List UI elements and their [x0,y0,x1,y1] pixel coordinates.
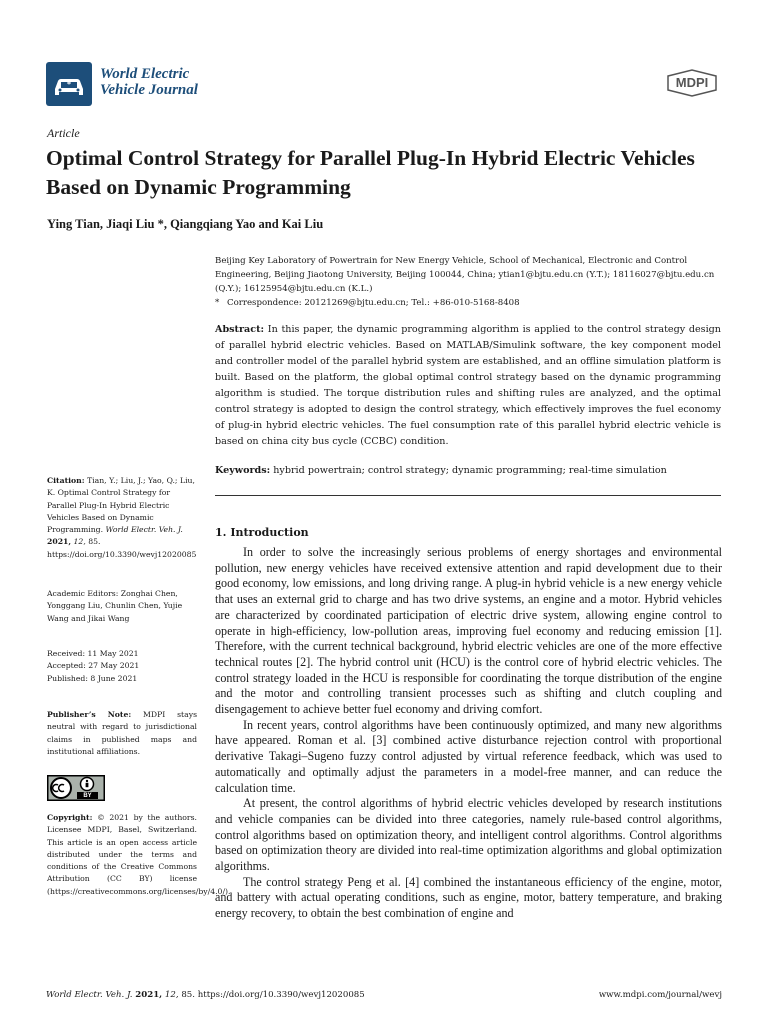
dates-block [47,648,197,685]
divider [215,495,721,496]
paragraph: The control strategy Peng et al. [4] combined the instantaneous efficiency of the engine, motor, and battery with actual operating conditions, such as engine, motor, battery temperature, and braking energy recovery, to obtain the best combination of engine and [215,874,722,921]
received-date: Received: 11 May 2021 [47,649,139,658]
footer-doi[interactable]: 85. https://doi.org/10.3390/wevj12020085 [181,990,365,1000]
abstract-label: Abstract: [215,324,265,335]
publisher-note [47,709,197,758]
copyright-block [47,812,231,898]
accepted-date: Accepted: 27 May 2021 [47,661,140,671]
citation-block [47,475,197,561]
journal-logo [46,62,92,106]
keywords-label: Keywords: [215,465,271,476]
keywords [215,463,721,479]
mdpi-logo [664,68,720,98]
correspondence-line [215,296,721,310]
body-text [215,545,722,922]
correspondence-mark: * [215,298,220,308]
editors-label: Academic Editors: [47,589,119,598]
paragraph: In order to solve the increasingly serious problems of energy shortages and environmental pollution, new energy vehicles have received extensive attention and rapid development due to their good economy, low emissions, and long driving range. A plug-in hybrid vehicle is a new energy vehicle that uses an external grid to charge and has two drive systems, an engine and a motor. Hybrid vehicles are characterized by coordinated participation of electric drive system, allowing engine control to operate in high-efficiency, low-pollution areas, improving fuel economy and reducing emission [1]. Therefore, with the current technical background, hybrid electric vehicles are one of the more effective technical routes [2]. The hybrid control unit (HCU) is the control core of hybrid electric vehicles. The control strategy loaded in the HCU is responsible for coordinating the torque distribution of the engine and the motor and controlling transient processes such as shifting and clutch coupling and disengagement to achieve better fuel economy and driving comfort. [215,545,722,717]
footer-citation [46,990,365,1000]
citation-text: Tian, Y.; Liu, J.; Yao, Q.; Liu, K. Optimal Control Strategy for Parallel Plug-In Hybrid Electric Vehicles Based on Dynamic Programming. [47,476,195,535]
copyright-label: Copyright: [47,813,93,822]
cc-by-badge[interactable] [47,775,105,801]
paragraph: At present, the control algorithms of hybrid electric vehicles developed by research institutions and vehicle companies can be divided into three categories, namely rule-based control algorithms, control algorithms based on optimization theory, and intelligent control algorithms. Control algorithms based on optimization theory are divided into real-time optimization algorithms and global optimization algorithms. [215,796,722,874]
journal-name [100,66,198,98]
footer-year: 2021, [135,990,163,1000]
citation-journal: World Electr. Veh. J. [105,525,183,535]
abstract-text: In this paper, the dynamic programming algorithm is applied to the control strategy design of parallel hybrid electric vehicles. Based on MATLAB/Simulink software, the key component model and controller model of the parallel hybrid system are established, and an offline simulation platform is built. Based on the platform, the global optimal control strategy based on the dynamic programming algorithm is studied. The torque distribution rules and shifting rules are analyzed, and the optimal control strategy is adopted to design the control strategy, which effectively improves the fuel economy of plug-in hybrid electric vehicles. The fuel consumption rate of this parallel hybrid electric vehicle is based on china city bus cycle (CCBC) condition. [215,324,721,447]
journal-name-line1: World Electric [100,66,190,82]
journal-name-line2: Vehicle Journal [100,82,198,98]
cc-by-label: BY [83,792,92,799]
footer-journal: World Electr. Veh. J. [46,990,133,1000]
published-date: Published: 8 June 2021 [47,673,138,683]
footer-volume: 12, [164,990,179,1000]
copyright-text: © 2021 by the authors. Licensee MDPI, Basel, Switzerland. This article is an open access article distributed under the terms and conditions of the Creative Commons Attribution (CC BY) license (https://creativecommons.org/licenses/by/4.0/). [47,813,231,896]
academic-editors [47,588,197,625]
publisher-note-label: Publisher’s Note: [47,710,132,719]
keywords-text: hybrid powertrain; control strategy; dynamic programming; real-time simulation [273,465,667,476]
article-title: Optimal Control Strategy for Parallel Plug-In Hybrid Electric Vehicles Based on Dynamic Programming [46,146,695,199]
citation-label: Citation: [47,476,85,485]
editors-text: Zonghai Chen, Yonggang Liu, Chunlin Chen, Yujie Wang and Jikai Wang [47,589,183,623]
section-heading: 1. Introduction [215,526,309,539]
car-icon [46,62,92,106]
correspondence-text: Correspondence: 20121269@bjtu.edu.cn; Tel.: +86-010-5168-8408 [227,298,520,308]
citation-year: 2021, [47,537,72,547]
publisher-note-text: MDPI stays neutral with regard to jurisdictional claims in published maps and institutional affiliations. [47,710,198,756]
paragraph: In recent years, control algorithms have been continuously optimized, and many new algorithms have appeared. Roman et al. [3] combined active disturbance rejection control with proportional derivative Takagi–Sugeno fuzzy control adjusted by virtual reference feedback, which was used to automatically and optimally adjust the parameters in a model-free manner, and can reduce the calculation time. [215,717,722,795]
author-list: Ying Tian, Jiaqi Liu *, Qiangqiang Yao and Kai Liu [47,217,324,231]
affiliation-block [215,254,721,310]
mdpi-text: MDPI [675,75,709,90]
affiliation-text: Beijing Key Laboratory of Powertrain for New Energy Vehicle, School of Mechanical, Electronic and Control Engineering, Beijing Jiaotong University, Beijing 100044, China; ytian1@bjtu.edu.cn (Y.T.); 18116027@bjtu.edu.cn (Q.Y.); 16125954@bjtu.edu.cn (K.L.) [215,256,715,294]
abstract [215,322,721,450]
citation-doi[interactable]: 85. https://doi.org/10.3390/wevj12020085 [47,537,197,559]
citation-volume: 12, [73,537,86,547]
article-type: Article [47,126,80,140]
footer-url[interactable]: www.mdpi.com/journal/wevj [598,990,722,1000]
